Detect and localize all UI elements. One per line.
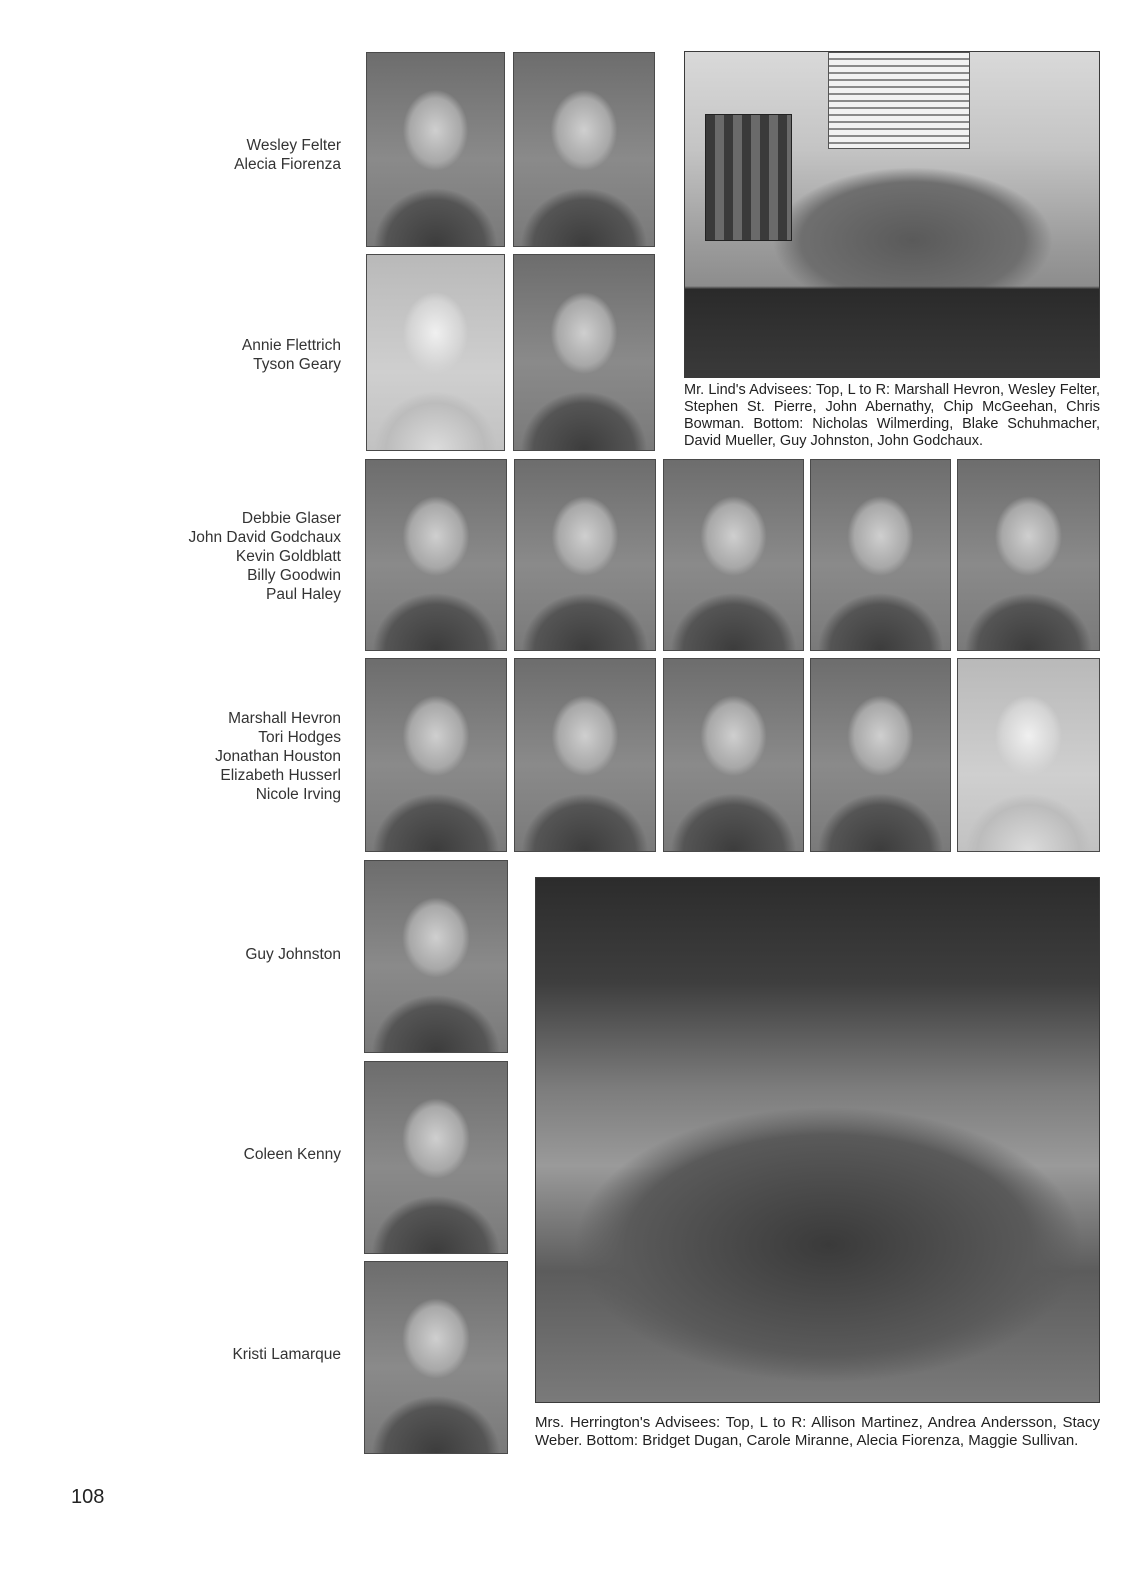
portrait-photo — [663, 658, 804, 852]
portrait-photo — [366, 52, 505, 247]
portrait-photo — [513, 254, 655, 451]
portrait-photo — [957, 459, 1100, 651]
portrait-photo — [364, 1061, 508, 1254]
classroom-poster — [705, 114, 792, 241]
student-name: Marshall Hevron — [228, 710, 341, 727]
page-number: 108 — [71, 1486, 105, 1508]
group-photo-mr-lind-advisees — [684, 51, 1100, 378]
student-name: Guy Johnston — [245, 946, 341, 963]
portrait-photo — [366, 254, 505, 451]
name-block-3 — [188, 509, 341, 604]
name-block-1 — [234, 136, 341, 174]
name-block-5 — [245, 945, 341, 964]
portrait-photo — [810, 658, 951, 852]
portrait-photo — [810, 459, 951, 651]
student-name: Tyson Geary — [253, 356, 341, 373]
name-block-2 — [242, 336, 341, 374]
portrait-photo — [514, 459, 656, 651]
group-photo-mrs-herrington-advisees — [535, 877, 1100, 1403]
portrait-photo — [663, 459, 804, 651]
student-name: Debbie Glaser — [241, 510, 341, 527]
name-block-6 — [244, 1145, 341, 1164]
student-name: Kristi Lamarque — [232, 1346, 341, 1363]
portrait-photo — [957, 658, 1100, 852]
group-photo-caption: Mrs. Herrington's Advisees: Top, L to R: Allison Martinez, Andrea Andersson, Stacy Weber. Bottom: Bridget Dugan, Carole Miranne, Alecia Fiorenza, Maggie Sullivan. — [535, 1414, 1100, 1449]
student-name: Tori Hodges — [258, 729, 341, 746]
window-blind — [828, 52, 970, 149]
student-name: Elizabeth Husserl — [220, 767, 341, 784]
student-name: Paul Haley — [266, 586, 341, 603]
name-block-7 — [232, 1345, 341, 1364]
student-name: Wesley Felter — [246, 137, 341, 154]
student-name: Alecia Fiorenza — [234, 156, 341, 173]
portrait-photo — [365, 658, 507, 852]
portrait-photo — [364, 1261, 508, 1454]
student-name: Coleen Kenny — [243, 1146, 341, 1163]
student-name: Nicole Irving — [255, 786, 341, 803]
student-name: Annie Flettrich — [241, 337, 341, 354]
portrait-photo — [364, 860, 508, 1053]
portrait-photo — [365, 459, 507, 651]
student-name: Kevin Goldblatt — [235, 548, 341, 565]
group-photo-caption: Mr. Lind's Advisees: Top, L to R: Marshall Hevron, Wesley Felter, Stephen St. Pierre, John Abernathy, Chip McGeehan, Chris Bowman. Bottom: Nicholas Wilmerding, Blake Schuhmacher, David Mueller, Guy Johnston, John Godchaux. — [684, 382, 1100, 449]
student-name: John David Godchaux — [188, 529, 341, 546]
portrait-photo — [514, 658, 656, 852]
student-name: Billy Goodwin — [247, 567, 341, 584]
name-block-4 — [215, 709, 341, 804]
student-name: Jonathan Houston — [215, 748, 341, 765]
portrait-photo — [513, 52, 655, 247]
